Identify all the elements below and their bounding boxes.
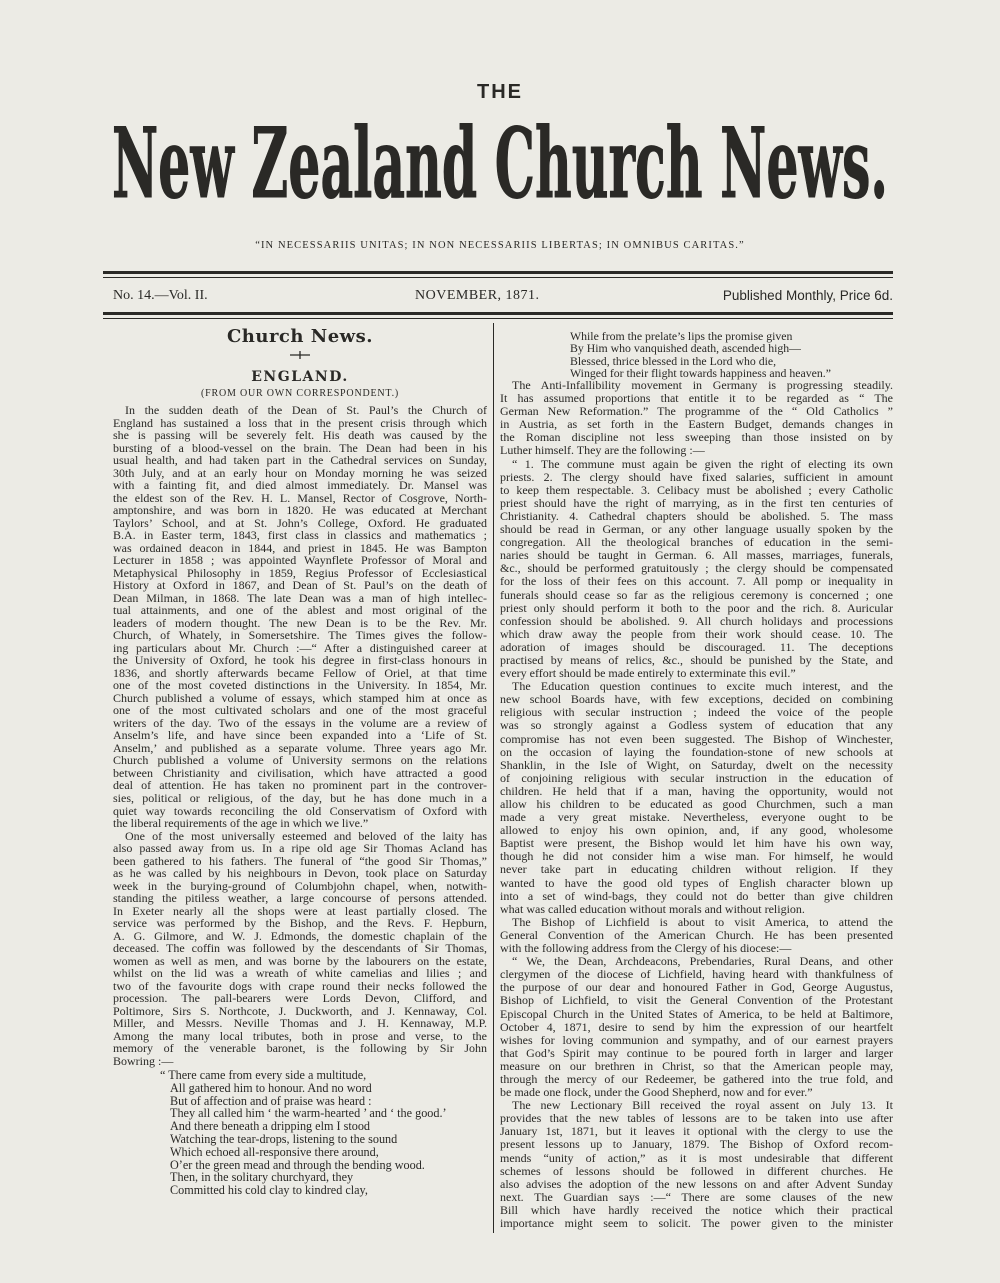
text-line: the purpose of our dear and honoured Father in God, George Augustus, xyxy=(500,980,893,995)
paragraph xyxy=(500,379,893,458)
text-line: mends “unity of action,” as it is most undesirable that different xyxy=(500,1150,893,1165)
text-line: amptonshire, and was born in 1820. He was educated at Merchant xyxy=(113,503,487,518)
text-line: It has assumed proportions that entitle it to be regarded as “ The xyxy=(500,391,893,406)
text-line: tual attainments, and one of the ablest and most original of the xyxy=(113,603,487,618)
text-line: January 1st, 1871, but it leaves it optional with the clergy to use the xyxy=(500,1124,893,1139)
text-line: which draw away the people from their work should cease. 10. The xyxy=(500,626,893,641)
masthead-title-logo xyxy=(110,105,890,215)
text-line: though he did not consider him a wise man. For himself, he would xyxy=(500,849,893,864)
right-column-body xyxy=(500,379,893,1230)
text-line: deceased. The coffin was followed by the descendants of Sir Thomas, xyxy=(113,941,487,956)
text-line: priests. 2. The clergy should have fixed salaries, sufficient in amount xyxy=(500,469,893,484)
text-line: been gathered to his fathers. The funeral of “the good Sir Thomas,” xyxy=(113,853,487,868)
text-line: The Anti-Infallibility movement in Germany is progressing steadily. xyxy=(512,378,893,392)
paragraph xyxy=(500,680,893,916)
text-line: for the loss of their fees on this account. 7. All pomp or inequality in xyxy=(500,574,893,589)
text-line: Dean Milman, in 1868. The late Dean was a man of high intellec- xyxy=(113,590,487,605)
text-line: in Austria, as set forth in the Eastern Budget, demands changes in xyxy=(500,417,893,432)
text-line: England has sustained a loss that in the present crisis through which xyxy=(113,415,487,430)
text-line: Among the many local tributes, both in prose and verse, to the xyxy=(113,1028,487,1043)
text-line: whilst on the lid was a wreath of white camelias and lilies ; and xyxy=(113,966,487,981)
paragraph xyxy=(113,830,487,1068)
text-line: be made one flock, under the Good Shepherd, now and for ever.” xyxy=(500,1085,813,1100)
poem-line: By Him who vanquished death, ascended high— xyxy=(570,341,801,356)
text-line: Poltimore, Sirs S. Northcote, J. Duckworth, and J. Kennaway, Col. xyxy=(113,1003,487,1018)
text-line: The new Lectionary Bill received the royal assent on July 13. It xyxy=(512,1098,893,1113)
text-line: Luther himself. They are the following :— xyxy=(500,443,705,458)
text-line: service was performed by the Bishop, and the Revs. F. Hepburn, xyxy=(113,916,487,931)
text-line: Baptist were present, the Bishop would let him have his own way, xyxy=(500,836,893,851)
ornament-icon xyxy=(288,350,312,360)
text-line: B.A. in Easter term, 1843, first class in classics and mathematics ; xyxy=(113,528,487,543)
text-line: Anselm’s life, and have since been expanded into a ‘Life of St. xyxy=(113,728,487,743)
poem-line: All gathered him to honour. And no word xyxy=(170,1080,372,1095)
text-line: funerals should cease so far as the religious ceremony is concerned ; one xyxy=(500,587,893,602)
text-line: wishes for loving communion and sympathy, and of our earnest prayers xyxy=(500,1032,893,1047)
text-line: The Bishop of Lichfield is about to visit America, to attend the xyxy=(512,914,893,929)
text-line: measure on our brethren in Christ, so that the American people may, xyxy=(500,1058,893,1073)
column-divider xyxy=(493,323,494,1233)
text-line: Shanklin, in the Isle of Wight, on Saturday, dwelt on the necessity xyxy=(500,757,893,772)
poem-line: But of affection and of praise was heard : xyxy=(170,1093,372,1108)
text-line: through the mercy of our Redeemer, be gathered into the true fold, and xyxy=(500,1071,893,1086)
text-line: 30th July, and at an early hour on Monday morning he was seized xyxy=(113,465,487,480)
text-line: to keep them respectable. 3. Celibacy must be abolished ; every Catholic xyxy=(500,482,893,497)
poem-line: They all called him ‘ the warm-hearted ’ and ‘ the good.’ xyxy=(170,1106,447,1121)
paragraph xyxy=(500,916,893,955)
issue-price: Published Monthly, Price 6d. xyxy=(722,288,893,303)
text-line: of conjoining religious with secular instruction in the education of xyxy=(500,770,893,785)
rule-thick xyxy=(103,271,893,274)
text-line: Miller, and Messrs. Neville Thomas and J. H. Kennaway, M.P. xyxy=(113,1016,487,1031)
paragraph xyxy=(500,955,893,1099)
text-line: week in the burying-ground of Columbjohn chapel, when, notwith- xyxy=(113,878,487,893)
text-line: Church published a volume of essays, which stamped him at once as xyxy=(113,690,487,705)
poem-line: Which echoed all-responsive there around, xyxy=(170,1144,379,1159)
masthead-motto: “IN NECESSARIIS UNITAS; IN NON NECESSARIIS LIBERTAS; IN OMNIBUS CARITAS.” xyxy=(255,240,745,251)
text-line: clergymen of the diocese of Lichfield, having heard with thankfulness of xyxy=(500,967,893,982)
text-line: that God’s Spirit may continue to be poured forth in larger and larger xyxy=(500,1045,893,1060)
text-line: One of the most universally esteemed and beloved of the laity has xyxy=(125,828,487,843)
text-line: religious with secular instruction ; indeed the voice of the people xyxy=(500,705,893,720)
text-line: standing the pitiless weather, a large concourse of persons attended. xyxy=(113,891,487,906)
text-line: next. The Guardian says :—“ There are some clauses of the new xyxy=(500,1189,893,1204)
text-line: History at Oxford in 1867, and Dean of St. Paul’s on the death of xyxy=(113,578,487,593)
right-column-poem xyxy=(570,330,831,380)
text-line: present lessons up to January, 1879. The Bishop of Oxford recom- xyxy=(500,1137,893,1152)
text-line: ing particulars about Mr. Church :—“ After a distinguished career at xyxy=(113,640,487,655)
text-line: what was called education without morals and without religion. xyxy=(500,901,805,916)
text-line: new school Boards have, with few exceptions, decided on combining xyxy=(500,692,893,707)
text-line: was ordained deacon in 1844, and priest in 1845. He was Bampton xyxy=(113,540,487,555)
text-line: was so strongly against a Godless system of education that any xyxy=(500,718,893,733)
text-line: 1836, and shortly afterwards became Fellow of Oriel, at that time xyxy=(113,665,487,680)
text-line: congregation. All the theological branches of education in the semi- xyxy=(500,535,893,550)
rule-thin xyxy=(103,318,893,319)
text-line: A. G. Gilmore, and W. J. Edmonds, the domestic chaplain of the xyxy=(113,928,487,943)
text-line: importance might seem to solicit. The power given to the minister xyxy=(500,1216,893,1230)
text-line: wanted to have the good old types of English character blown up xyxy=(500,875,893,890)
text-line: every effort should be made entirely to exterminate this evil.” xyxy=(500,666,796,681)
text-line: usual health, and had taken part in the Cathedral services on Sunday, xyxy=(113,453,487,468)
text-line: October 4, 1871, desire to send by him the expression of our heartfelt xyxy=(500,1019,893,1034)
text-line: The Education question continues to excite much interest, and the xyxy=(512,679,893,694)
text-line: German New Reformation.” The programme of the “ Old Catholics ” xyxy=(500,404,893,419)
text-line: Bill which have hardly received the notice which their practical xyxy=(500,1202,893,1217)
poem-line: O’er the green mead and through the bending wood. xyxy=(170,1157,425,1172)
text-line: between Christianity and civilisation, which have attracted a good xyxy=(113,765,487,780)
text-line: “ We, the Dean, Archdeacons, Prebendaries, Rural Deans, and other xyxy=(512,954,893,969)
text-line: General Convention of the American Church. He has been presented xyxy=(500,927,893,942)
text-line: one of the most coveted distinctions in the University. In 1854, Mr. xyxy=(113,678,487,693)
text-line: the University of Oxford, he took his degree in first-class honours in xyxy=(113,653,487,668)
text-line: never take part in educating children without religion. If they xyxy=(500,862,893,877)
poem-line: And there beneath a dripping elm I stood xyxy=(170,1119,371,1134)
text-line: In Exeter nearly all the shops were at least partially closed. The xyxy=(113,903,487,918)
text-line: Metaphysical Philosophy in 1859, Regius Professor of Ecclesiastical xyxy=(113,565,487,580)
rule-thin xyxy=(103,277,893,278)
text-line: memory of the venerable baronet, is the following by Sir John xyxy=(113,1041,487,1056)
text-line: allow his children to be educated as good Churchmen, such a man xyxy=(500,797,893,811)
poem-line: Committed his cold clay to kindred clay, xyxy=(170,1183,368,1198)
text-line: Church, of Whately, in Somersetshire. The Times gives the follow- xyxy=(113,628,487,643)
text-line: Taylors’ School, and at St. John’s College, Oxford. He graduated xyxy=(113,515,487,530)
text-line: deal of attention. He has taken no prominent part in the controver- xyxy=(113,778,487,793)
text-line: naries should be taught in German. 6. All masses, marriages, funerals, xyxy=(500,548,893,563)
poem-line: Then, in the solitary churchyard, they xyxy=(170,1170,354,1185)
poem-line: Winged for their flight towards happiness and heaven.” xyxy=(570,366,831,381)
text-line: children. He held that if a man, having the opportunity, would not xyxy=(500,783,893,798)
text-line: also advises the adoption of the new lessons on and after Advent Sunday xyxy=(500,1176,893,1191)
issue-date: NOVEMBER, 1871. xyxy=(415,288,540,303)
text-line: priest should have the right of marrying, as in the first ten centuries of xyxy=(500,495,893,510)
text-line: Christianity. 4. Cathedral chapters should be abolished. 5. The mass xyxy=(500,508,893,523)
paragraph xyxy=(113,404,487,830)
text-line: into a set of wind-bags, they could not do better than give children xyxy=(500,888,893,903)
poem-line: Blessed, thrice blessed in the Lord who die, xyxy=(570,353,777,368)
text-line: the eldest son of the Rev. H. L. Mansel, Rector of Cosgrove, North- xyxy=(113,490,487,505)
poem-line: Watching the tear-drops, listening to the sound xyxy=(170,1131,398,1146)
text-line: with a fainting fit, and died almost immediately. Dr. Mansel was xyxy=(113,478,487,493)
text-line: sies, political or religious, of the day, but he has done much in a xyxy=(113,790,487,805)
article-heading: ENGLAND. xyxy=(251,369,349,385)
poem-line: While from the prelate’s lips the promise given xyxy=(570,329,793,343)
masthead-title: New Zealand Church News. xyxy=(112,107,889,215)
left-column-poem xyxy=(160,1069,447,1197)
text-line: writers of the day. Two of the essays in the volume are a review of xyxy=(113,715,487,730)
text-line: procession. The pall-bearers were Lords Devon, Clifford, and xyxy=(113,991,487,1006)
text-line: should be read in German, or any other language usually spoken by the xyxy=(500,522,893,537)
left-column-body xyxy=(113,404,487,1067)
rule-thick xyxy=(103,312,893,315)
text-line: Bowring :— xyxy=(113,1053,174,1068)
text-line: on the occasion of laying the foundation-stone of new schools at xyxy=(500,744,893,759)
text-line: leaders of modern thought. The new Dean is to be the Rev. Mr. xyxy=(113,615,487,630)
text-line: also passed away from us. In a ripe old age Sir Thomas Acland has xyxy=(113,841,487,856)
section-title: Church News. xyxy=(226,326,374,347)
text-line: the liberal requirements of the age in which we live.” xyxy=(113,816,369,831)
text-line: provides that the new tables of lessons are to be taken into use after xyxy=(500,1111,893,1126)
text-line: Episcopal Church in the United States of America, to be held at Baltimore, xyxy=(500,1006,893,1021)
text-line: one of the most cultivated scholars and one of the most graceful xyxy=(113,703,487,718)
text-line: schemes of lessons should be followed in different churches. He xyxy=(500,1163,893,1178)
text-line: Church published a volume of University sermons on the relations xyxy=(113,753,487,768)
text-line: she is passing will be severely felt. His death was caused by the xyxy=(113,428,487,443)
text-line: bursting of a blood-vessel on the brain. The Dean had been in his xyxy=(113,440,487,455)
text-line: &c., should be performed gratuitously ; the clergy should be compensated xyxy=(500,561,893,576)
text-line: confession should be abolished. 9. All church holidays and processions xyxy=(500,613,893,628)
text-line: Bishop of Lichfield, to visit the General Convention of the Protestant xyxy=(500,993,893,1008)
text-line: practised by means of relics, &c., should be punished by the State, and xyxy=(500,652,893,667)
text-line: Anselm,’ and published as a separate volume. Three years ago Mr. xyxy=(113,740,487,755)
poem-line: “ There came from every side a multitude, xyxy=(160,1068,367,1082)
text-line: two of the favourite dogs with crape round their necks followed the xyxy=(113,978,487,993)
text-line: compromise has not even been suggested. The Bishop of Winchester, xyxy=(500,731,893,746)
text-line: the Roman discipline not less sweeping than those insisted on by xyxy=(500,430,893,445)
text-line: In the sudden death of the Dean of St. Paul’s the Church of xyxy=(125,403,487,417)
article-byline: (FROM OUR OWN CORRESPONDENT.) xyxy=(200,388,400,399)
masthead-the: THE xyxy=(477,81,523,103)
paragraph xyxy=(500,458,893,681)
issue-number: No. 14.—Vol. II. xyxy=(113,288,208,303)
text-line: priest only should perform it both to the poor and the rich. 8. Auricular xyxy=(500,600,893,615)
text-line: made a very great mistake. Nevertheless, everyone ought to be xyxy=(500,810,893,825)
text-line: with the following address from the Clergy of his diocese:— xyxy=(500,941,792,956)
text-line: “ 1. The commune must again be given the right of electing its own xyxy=(512,456,893,471)
text-line: quiet way towards reconciling the old Conservatism of Oxford with xyxy=(113,803,487,818)
text-line: allowed to enjoy his own opinion, and, if any good, wholesome xyxy=(500,823,893,838)
text-line: women as well as men, and was borne by the labourers on the estate, xyxy=(113,953,487,968)
text-line: adoration of images should be discouraged. 11. The deceptions xyxy=(500,639,893,654)
text-line: Lecturer in 1858 ; was appointed Waynflete Professor of Moral and xyxy=(113,553,487,568)
paragraph xyxy=(500,1099,893,1230)
text-line: as he was called by his neighbours in Devon, took place on Saturday xyxy=(113,866,487,881)
